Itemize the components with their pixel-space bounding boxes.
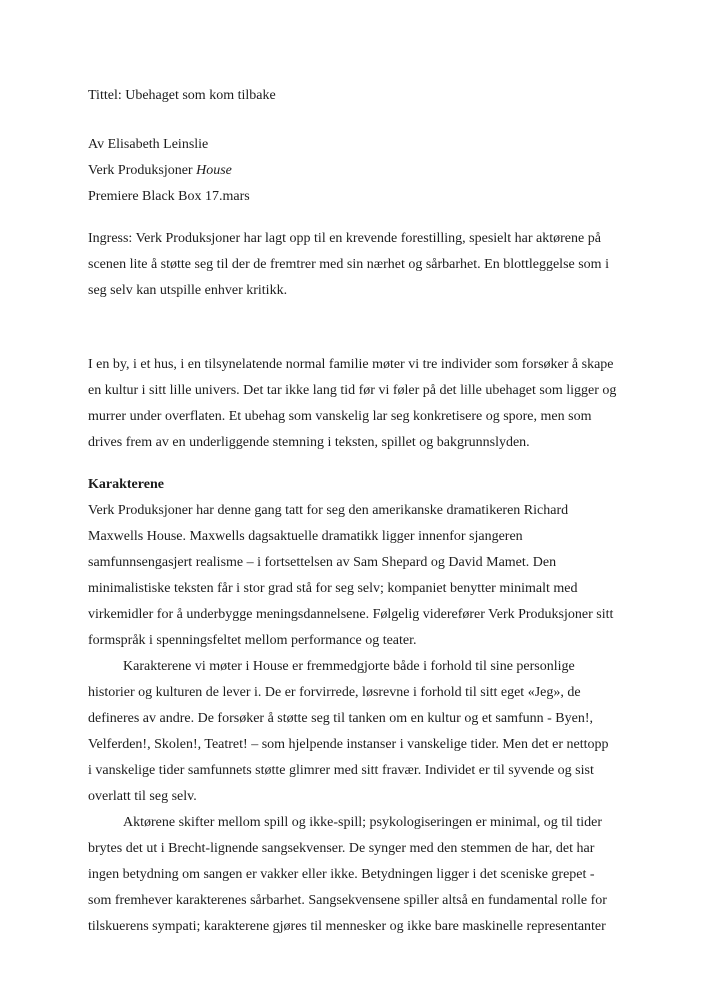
premiere-line: Premiere Black Box 17.mars [88,189,250,204]
text-line: overlatt til seg selv. [88,789,197,804]
byline-block [88,132,633,210]
text-line: Maxwells House. Maxwells dagsaktuelle dramatikk ligger innenfor sjangeren [88,529,523,544]
body-paragraph-2 [88,654,633,810]
text-line: brytes det ut i Brecht-lignende sangsekvenser. De synger med den stemmen de har, det har [88,841,595,856]
text-line: seg selv kan utspille enhver kritikk. [88,283,288,298]
text-line: drives frem av en underliggende stemning i teksten, spillet og bakgrunnslyden. [88,435,530,450]
text-line: defineres av andre. De forsøker å støtte seg til tanken om en kultur og et samfunn - Byen!, [88,711,594,726]
section-heading: Karakterene [88,477,164,492]
ingress-paragraph [88,226,633,304]
text-line: scenen lite å støtte seg til der de fremtrer med sin nærhet og sårbarhet. En blottleggelse som i [88,257,609,272]
text-line: tilskuerens sympati; karakterene gjøres til mennesker og ikke bare maskinelle representanter [88,919,606,934]
text-line: formspråk i spenningsfeltet mellom performance og teater. [88,633,417,648]
text-line: en kultur i sitt lille univers. Det tar ikke lang tid før vi føler på det lille ubehaget som ligger og [88,383,617,398]
text-line: ingen betydning om sangen er vakker eller ikke. Betydningen ligger i det sceniske grepet - [88,867,595,882]
text-line: i vanskelige tider samfunnets støtte glimrer med sitt fravær. Individet er til syvende og sist [88,763,594,778]
body-paragraph-3 [88,810,633,940]
text-line: samfunnsengasjert realisme – i fortsettelsen av Sam Shepard og David Mamet. Den [88,555,557,570]
text-line: Verk Produksjoner har denne gang tatt for seg den amerikanske dramatikeren Richard [88,503,569,518]
text-line: som fremhever karakterenes sårbarhet. Sangsekvensene spiller altså en fundamental rolle for [88,893,607,908]
text-line: historier og kulturen de lever i. De er forvirrede, løsrevne i forhold til sitt eget «Jeg», de [88,685,581,700]
work-title: House [196,163,232,178]
document-title: Tittel: Ubehaget som kom tilbake [88,88,276,103]
text-line: Aktørene skifter mellom spill og ikke-spill; psykologiseringen er minimal, og til tider [123,815,603,830]
intro-paragraph [88,352,633,456]
body-paragraph-1 [88,498,633,654]
author-line: Av Elisabeth Leinslie [88,137,209,152]
text-line: virkemidler for å underbygge meningsdannelsene. Følgelig viderefører Verk Produksjoner sitt [88,607,614,622]
document-content [88,0,633,940]
text-line: Karakterene vi møter i House er fremmedgjorte både i forhold til sine personlige [123,659,575,674]
text-line: Ingress: Verk Produksjoner har lagt opp til en krevende forestilling, spesielt har aktørene på [88,231,601,246]
text-line: I en by, i et hus, i en tilsynelatende normal familie møter vi tre individer som forsøker å skape [88,357,614,372]
text-line: minimalistiske teksten får i stor grad stå for seg selv; kompaniet benytter minimalt med [88,581,578,596]
text-line: murrer under overflaten. Et ubehag som vanskelig lar seg konkretisere og spore, men som [88,409,592,424]
company-name: Verk Produksjoner [88,163,197,178]
production-line [88,158,633,184]
text-line: Velferden!, Skolen!, Teatret! – som hjelpende instanser i vanskelige tider. Men det er nettopp [88,737,609,752]
